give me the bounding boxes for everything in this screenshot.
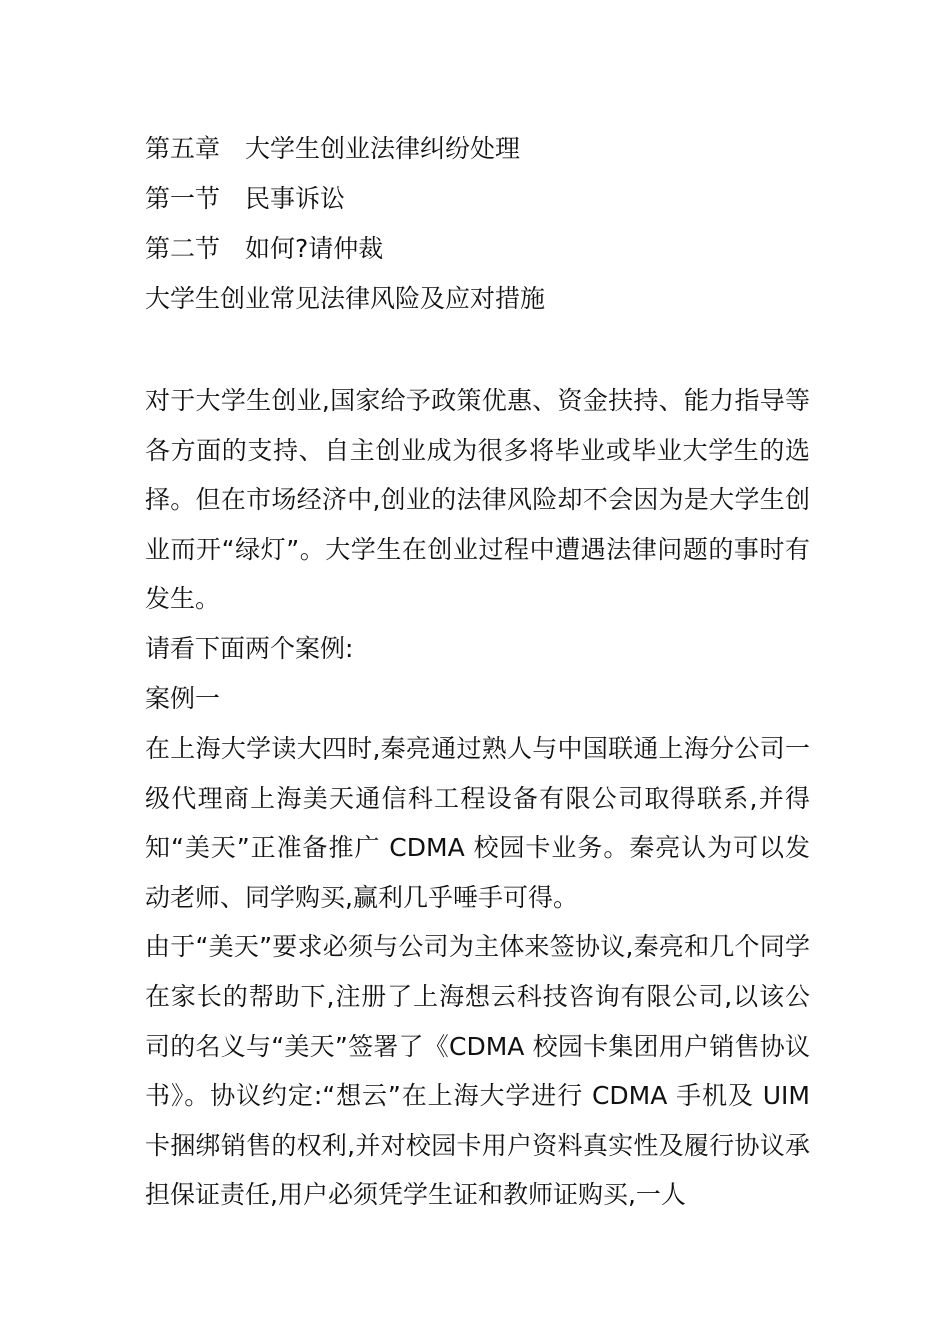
blank-line <box>145 324 810 376</box>
section-1-number: 第一节 <box>145 184 221 213</box>
section-2-number: 第二节 <box>145 234 221 263</box>
case-1-title: 案例一 <box>145 683 221 713</box>
intro-paragraph: 对于大学生创业,国家给予政策优惠、资金扶持、能力指导等各方面的支持、自主创业成为很多将毕业或毕业大学生的选择。但在市场经济中,创业的法律风险却不会因为是大学生创业而开“绿灯”。大学生在创业过程中遭遇法律问题的事时有发生。 <box>145 386 810 614</box>
section-1-title: 民事诉讼 <box>245 184 346 213</box>
chapter-heading <box>145 124 810 174</box>
topic-heading: 大学生创业常见法律风险及应对措施 <box>145 284 546 313</box>
document-content <box>145 124 810 1220</box>
case-1-paragraph-2: 由于“美天”要求必须与公司为主体来签协议,秦亮和几个同学在家长的帮助下,注册了上海想云科技咨询有限公司,以该公司的名义与“美天”签署了《CDMA 校园卡集团用户销售协议书》。协议约定:“想云”在上海大学进行 CDMA 手机及 UIM 卡捆绑销售的权利,并对校园卡用户资料真实性及履行协议承担保证责任,用户必须凭学生证和教师证购买,一人 <box>145 932 810 1210</box>
section-heading-2 <box>145 224 810 274</box>
chapter-title: 大学生创业法律纠纷处理 <box>245 134 521 163</box>
section-heading-1 <box>145 174 810 224</box>
cases-intro: 请看下面两个案例: <box>145 633 354 663</box>
case-1-paragraph-1: 在上海大学读大四时,秦亮通过熟人与中国联通上海分公司一级代理商上海美天通信科工程设备有限公司取得联系,并得知“美天”正准备推广 CDMA 校园卡业务。秦亮认为可以发动老师、同学购买,赢利几乎唾手可得。 <box>145 733 810 912</box>
chapter-number: 第五章 <box>145 134 221 163</box>
section-2-title: 如何?请仲裁 <box>245 234 384 263</box>
